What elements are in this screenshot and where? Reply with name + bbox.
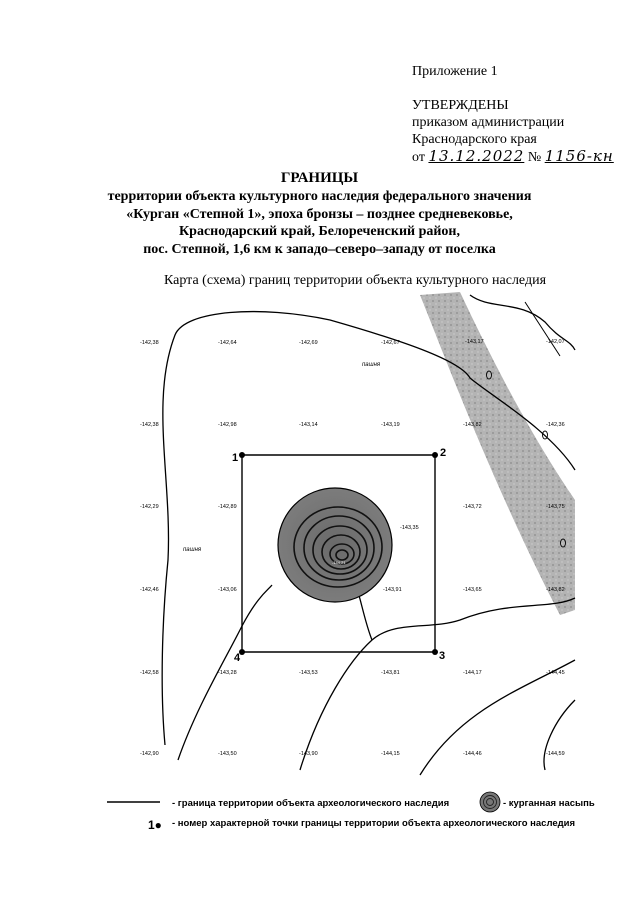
elevation-label: -142,67 (381, 340, 400, 346)
elevation-label: -143,72 (463, 504, 482, 510)
elevation-label: -143,75 (546, 504, 565, 510)
point-2-label: 2 (440, 447, 447, 459)
elevation-label: -142,90 (140, 751, 159, 757)
elevation-label: -142,58 (140, 670, 159, 676)
field-label: пашня (183, 547, 202, 553)
approval-line-1: приказом администрации (412, 115, 565, 130)
document-subtitle (0, 188, 639, 258)
elevation-label: -144,17 (463, 670, 482, 676)
legend-mound-text: - курганная насыпь (503, 798, 595, 809)
field-label: пашня (362, 362, 381, 368)
elevation-label: -142,64 (218, 340, 237, 346)
elevation-label: -143,17 (465, 339, 484, 345)
elevation-label: -143,35 (400, 525, 419, 531)
point-2-marker (432, 452, 438, 458)
approval-number: 1156-кн (544, 147, 614, 165)
subtitle-line-1: территории объекта культурного наследия федерального значения (107, 189, 532, 204)
appendix-label: Приложение 1 (412, 64, 498, 79)
point-3-marker (432, 649, 438, 655)
boundary-map (0, 290, 639, 850)
approval-block (412, 97, 614, 166)
elevation-label: -143,50 (218, 751, 237, 757)
legend-boundary-text: - граница территории объекта археологического наследия (172, 798, 450, 809)
elevation-label: -143,91 (383, 587, 402, 593)
elevation-label: -143,53 (299, 670, 318, 676)
elevation-label: -142,98 (218, 422, 237, 428)
elevation-label: -143,82 (463, 422, 482, 428)
approval-line-2: Краснодарского края (412, 132, 537, 147)
subtitle-line-3: Краснодарский край, Белореченский район, (179, 224, 460, 239)
elevation-label: -143,65 (463, 587, 482, 593)
point-4-label: 4 (234, 652, 241, 664)
document-title: ГРАНИЦЫ (280, 170, 359, 186)
approval-title: УТВЕРЖДЕНЫ (412, 98, 509, 113)
legend-mound-icon (480, 792, 500, 812)
elevation-label: -143,81 (381, 670, 400, 676)
point-1-marker (239, 452, 245, 458)
grid-tick (525, 302, 560, 356)
elevation-label: -142,36 (546, 422, 565, 428)
elevation-label: -144,46 (463, 751, 482, 757)
elevation-label: -144,59 (546, 751, 565, 757)
elevation-label: -143,90 (299, 751, 318, 757)
point-1-label: 1 (232, 452, 239, 464)
elevation-label: -142,46 (140, 587, 159, 593)
subtitle-line-4: пос. Степной, 1,6 км к западо–северо–западу от поселка (143, 241, 496, 257)
legend-point-marker: 1● (148, 818, 162, 832)
elevation-label: -143,28 (218, 670, 237, 676)
approval-date-line (412, 148, 614, 166)
approval-date: 13.12.2022 (428, 147, 525, 165)
subtitle-line-2: «Курган «Степной 1», эпоха бронзы – позднее средневековье, (126, 206, 513, 222)
elevation-label: -144,45 (546, 670, 565, 676)
elevation-label: -142,38 (140, 422, 159, 428)
elevation-label: -143,06 (218, 587, 237, 593)
elevation-label: -142,29 (140, 504, 159, 510)
elevation-label: -144,15 (381, 751, 400, 757)
elevation-label: -143,14 (299, 422, 318, 428)
elevation-label: -142,69 (299, 340, 318, 346)
point-3-label: 3 (439, 650, 446, 662)
approval-prefix: от (412, 150, 425, 165)
elevation-label: -142,38 (140, 340, 159, 346)
approval-number-label: № (527, 150, 542, 165)
elevation-label: -143,19 (381, 422, 400, 428)
mound (278, 488, 392, 602)
legend-point-text: - номер характерной точки границы территории объекта археологического наследия (172, 818, 576, 829)
map-caption: Карта (схема) границ территории объекта культурного наследия (163, 273, 547, 288)
elevation-label: -144,21 (332, 560, 346, 565)
elevation-label: -143,82 (546, 587, 565, 593)
elevation-label: -142,89 (218, 504, 237, 510)
elevation-label: -142,07 (546, 339, 565, 345)
